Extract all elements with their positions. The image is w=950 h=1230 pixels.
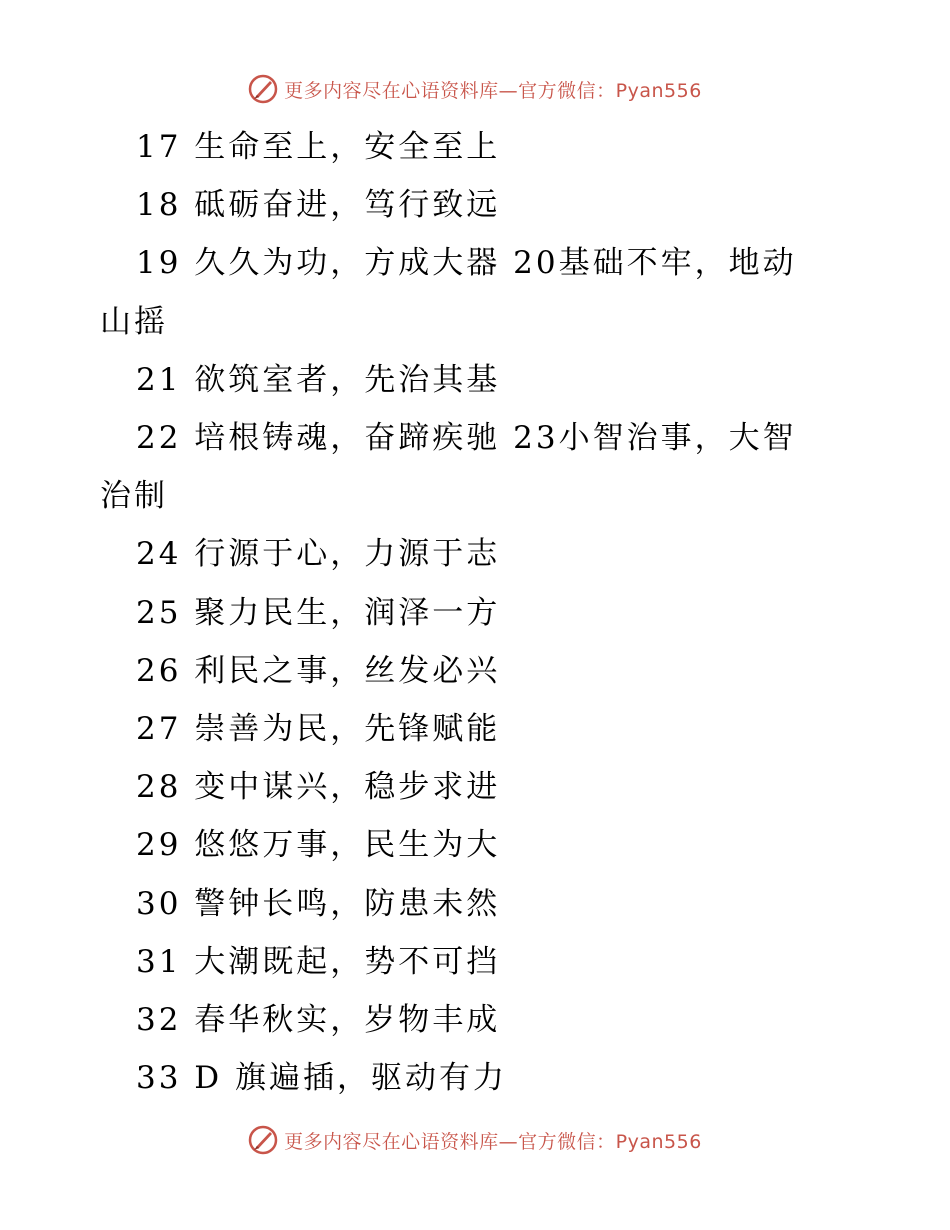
slogan-line: 22 培根铸魂，奋蹄疾驰 23小智治事，大智治制 <box>100 420 797 515</box>
slogan-line: 19 久久为功，方成大器 20基础不牢，地动山摇 <box>100 245 797 340</box>
slogan-line: 28 变中谋兴，稳步求进 <box>136 769 501 806</box>
slogan-line: 27 崇善为民，先锋赋能 <box>136 711 501 748</box>
slogan-line: 25 聚力民生，润泽一方 <box>136 594 501 631</box>
document-body <box>100 118 822 1107</box>
header-watermark-text: 更多内容尽在心语资料库—官方微信：Pyan556 <box>284 79 702 102</box>
slogan-line: 26 利民之事，丝发必兴 <box>136 652 501 689</box>
slogan-line: 17 生命至上，安全至上 <box>136 129 501 165</box>
slogan-line: 29 悠悠万事，民生为大 <box>136 827 501 864</box>
slogan-line: 32 春华秋实，岁物丰成 <box>136 1002 501 1039</box>
slogan-line: 30 警钟长鸣，防患未然 <box>136 885 501 922</box>
slogan-line: 31 大潮既起，势不可挡 <box>136 943 501 980</box>
quill-pen-logo-icon <box>248 1125 278 1155</box>
slogan-line: 18 砥砺奋进，笃行致远 <box>136 187 501 224</box>
slogan-line: 24 行源于心，力源于志 <box>136 536 501 573</box>
footer-watermark-text: 更多内容尽在心语资料库—官方微信：Pyan556 <box>284 1130 702 1153</box>
slogan-line: 21 欲筑室者，先治其基 <box>136 361 501 398</box>
header-watermark-banner <box>0 71 950 107</box>
footer-watermark-banner <box>0 1122 950 1158</box>
quill-pen-logo-icon <box>248 74 278 104</box>
slogan-line: 33 D 旗遍插，驱动有力 <box>136 1060 508 1097</box>
